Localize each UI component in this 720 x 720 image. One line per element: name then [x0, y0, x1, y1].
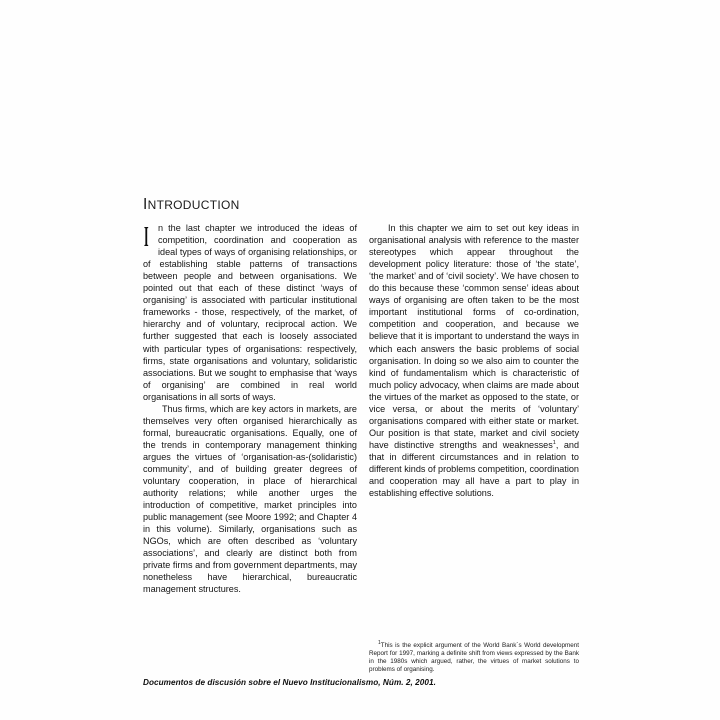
left-paragraph-1 — [143, 222, 357, 403]
column-right — [369, 222, 579, 674]
right-paragraph-1-part-b: , and that in different circumstances and in relation to different kinds of problems competition, coordination and cooperation may all have a part to play in establishing effective solutions. — [369, 439, 580, 499]
right-paragraph-1-part-a: In this chapter we aim to set out key ideas in organisational analysis with reference to the master stereotypes which appear throughout the development policy literature: those of ‘the state’, ‘the market’ and of ‘civil society’. We have chosen to do this because these ‘common sense’ ideas about ways of organising are often taken to be the most important institutional forms of co-ordination, competition and cooperation, and because we believe that it is important to understand the ways in which each answers the basic problems of social organisation. In doing so we also aim to counter the kind of fundamentalism which is characteristic of much policy advocacy, when claims are made about the virtues of the market as opposed to the state, or vice versa, or about the merits of ‘voluntary’ organisations compared with either state or market. Our position is that state, market and civil society have distinctive strengths and weaknesses — [369, 223, 579, 450]
section-heading-rest: NTRODUCTION — [147, 198, 240, 212]
footnote — [369, 636, 579, 674]
page-content-area — [143, 196, 579, 676]
right-paragraph-1 — [369, 222, 579, 499]
page-footer: Documentos de discusión sobre el Nuevo Institucionalismo, Núm. 2, 2001. — [143, 678, 436, 687]
left-paragraph-2: Thus firms, which are key actors in markets, are themselves very often organised hierarchically as formal, bureaucratic organisations. Equally, one of the trends in contemporary management thinking argues the virtues of ‘organisation-as-(solidaristic) community’, and of building greater degrees of voluntary cooperation, in place of hierarchical authority relations; while another urges the introduction of competitive, market principles into public management (see Moore 1992; and Chapter 4 in this volume). Similarly, organisations such as NGOs, which are often described as ‘voluntary associations’, and clearly are distinct both from private firms and from government departments, may nonetheless have hierarchical, bureaucratic management structures. — [143, 403, 357, 595]
section-heading-first-letter: I — [143, 196, 148, 213]
page-title — [143, 196, 579, 213]
left-paragraph-1-text: n the last chapter we introduced the ideas of competition, coordination and cooperation as ideal types of ways of organising relationships, or of establishing stable patterns of transactions between people and between organisations. We pointed out that each of these distinct ‘ways of organising’ is associated with particular institutional frameworks - those, respectively, of the market, of hierarchy and of voluntary, reciprocal action. We further suggested that each is loosely associated with particular types of organisations: respectively, firms, state organisations and voluntary, solidaristic associations. But we sought to emphasise that ‘ways of organising’ are combined in real world organisations in all sorts of ways. — [143, 223, 357, 402]
footnote-marker: 1 — [378, 639, 381, 646]
column-left — [143, 222, 357, 595]
column-spacer — [369, 499, 579, 635]
footnote-text: This is the explicit argument of the World Bank´s World development Report for 1997, marking a definite shift from views expressed by the Bank in the 1980s which argued, rather, the virtues of market solutions to problems of organising. — [369, 641, 579, 673]
two-column-body — [143, 222, 579, 674]
drop-cap-letter: I — [144, 222, 149, 254]
footnote-reference-marker: 1 — [552, 439, 556, 446]
